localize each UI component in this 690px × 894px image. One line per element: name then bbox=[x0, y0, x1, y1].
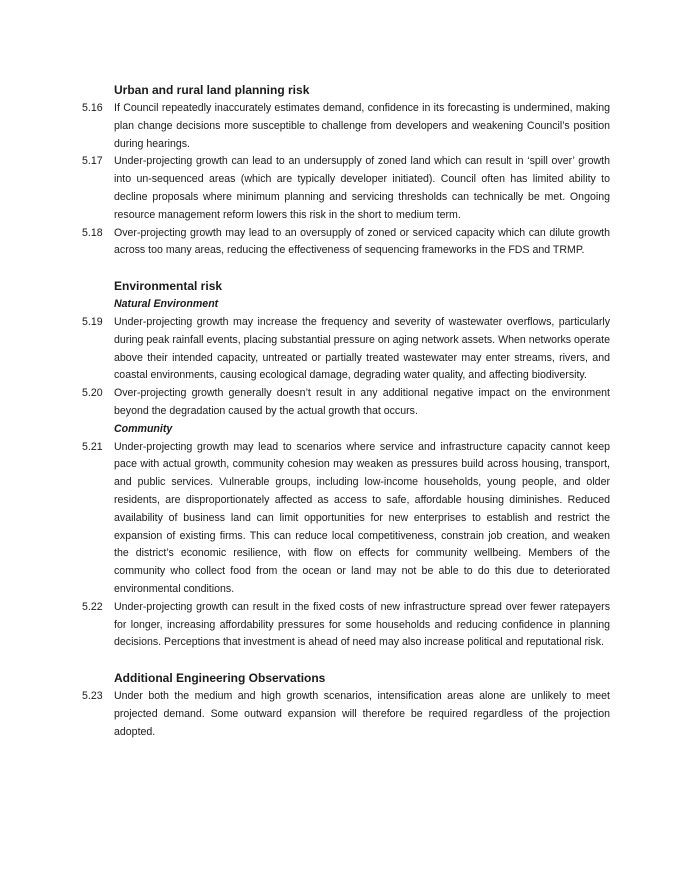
paragraph-text: Under-projecting growth may lead to scenarios where service and infrastructure capacity cannot keep pace with actual growth, community cohesion may weaken as pressures build across housing, transport, and public services. Vulnerable groups, including low-income households, young people, and older residents, are disproportionately affected as access to safe, affordable housing diminishes. Reduced availability of business land can limit opportunities for new enterprises to establish and restrict the expansion of existing firms. This can reduce local competitiveness, constrain job creation, and weaken the district’s economic resilience, with flow on effects for community wellbeing. Members of the community who collect food from the ocean or land may not be able to do this due to deteriorated environmental conditions. bbox=[114, 440, 610, 595]
paragraph-text: If Council repeatedly inaccurately estimates demand, confidence in its forecasting is undermined, making plan change decisions more susceptible to challenge from developers and weakening Council’s position during hearings. bbox=[114, 102, 610, 150]
paragraph-text: Under-projecting growth can result in the fixed costs of new infrastructure spread over fewer ratepayers for longer, increasing affordability pressures for some households and reducing confidence in planning decisions. Perceptions that investment is ahead of need may also increase political and reputational risk. bbox=[114, 600, 610, 649]
document-body bbox=[82, 81, 610, 742]
paragraph-number: 5.18 bbox=[82, 226, 103, 239]
paragraph-text: Under-projecting growth can lead to an undersupply of zoned land which can result in ‘spill over’ growth into un-sequenced areas (which are typically developer initiated). Council often has limited ability to decline proposals where minimum planning and servicing thresholds can technically be met. Ongoing resource management reform lowers this risk in the short to medium term. bbox=[114, 155, 610, 221]
paragraph-text: Over-projecting growth generally doesn’t result in any additional negative impact on the environment beyond the degradation caused by the actual growth that occurs. bbox=[114, 387, 610, 417]
section-heading-engineering: Additional Engineering Observations bbox=[114, 671, 326, 686]
paragraph-number: 5.20 bbox=[82, 387, 103, 400]
paragraph-5-20 bbox=[82, 385, 610, 421]
section-heading-urban-rural: Urban and rural land planning risk bbox=[114, 83, 310, 97]
paragraph-number: 5.22 bbox=[82, 600, 103, 613]
section-heading-environmental: Environmental risk bbox=[114, 279, 223, 294]
subheading-community: Community bbox=[114, 422, 173, 435]
paragraph-5-16 bbox=[82, 100, 610, 153]
paragraph-5-18 bbox=[82, 225, 610, 261]
paragraph-text: Under both the medium and high growth scenarios, intensification areas alone are unlikely to meet projected demand. Some outward expansion will therefore be required regardless of the projection adopted. bbox=[114, 690, 610, 738]
paragraph-number: 5.19 bbox=[82, 315, 103, 328]
section-spacer bbox=[82, 260, 610, 277]
paragraph-5-22 bbox=[82, 599, 610, 652]
section-spacer bbox=[82, 652, 610, 669]
paragraph-number: 5.17 bbox=[82, 155, 103, 168]
paragraph-5-17 bbox=[82, 153, 610, 224]
paragraph-5-21 bbox=[82, 439, 610, 599]
paragraph-5-23 bbox=[82, 688, 610, 741]
paragraph-number: 5.23 bbox=[82, 690, 103, 703]
paragraph-5-19 bbox=[82, 314, 610, 385]
paragraph-text: Under-projecting growth may increase the frequency and severity of wastewater overflows, particularly during peak rainfall events, placing substantial pressure on aging network assets. When networks operate above their intended capacity, untreated or partially treated wastewater may enter streams, rivers, and coastal environments, causing ecological damage, degrading water quality, and affecting biodiversity. bbox=[114, 315, 610, 382]
paragraph-number: 5.16 bbox=[82, 102, 103, 114]
subheading-natural-environment: Natural Environment bbox=[114, 298, 219, 311]
paragraph-number: 5.21 bbox=[82, 440, 103, 453]
paragraph-text: Over-projecting growth may lead to an oversupply of zoned or serviced capacity which can dilute growth across too many areas, reducing the effectiveness of sequencing frameworks in the FDS and TRMP. bbox=[114, 226, 610, 257]
